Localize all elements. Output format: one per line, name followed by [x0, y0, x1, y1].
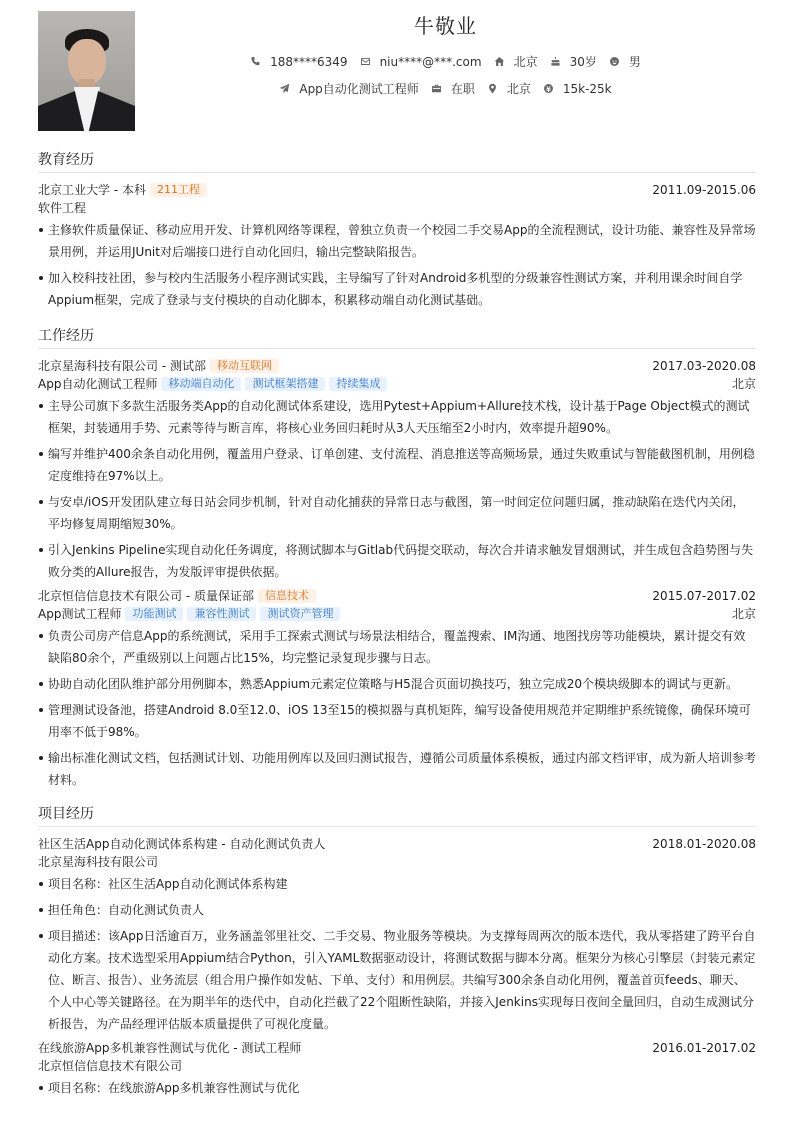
briefcase-icon [431, 83, 442, 94]
resume-page [38, 10, 757, 1095]
list-item: 输出标准化测试文档，包括测试计划、功能用例库以及回归测试报告，遵循公司质量体系模板，通过内部文档评审，成为新人培训参考材料。 [38, 747, 756, 791]
phone-info [250, 55, 347, 69]
target-city-text: 北京 [506, 82, 531, 96]
target-city-info [487, 80, 531, 97]
skill-tag: 持续集成 [329, 377, 387, 391]
project-name: 社区生活App自动化测试体系构建 - 自动化测试负责人 [38, 837, 326, 851]
job-bullets [38, 395, 756, 583]
job-intent-row [135, 80, 756, 97]
list-item: 项目名称：社区生活App自动化测试体系构建 [38, 873, 756, 895]
salary-info [543, 82, 612, 96]
age-info [550, 53, 597, 70]
skill-tag: 功能测试 [125, 607, 183, 621]
candidate-name: 牛敬业 [414, 14, 477, 38]
education-title: 教育经历 [38, 149, 756, 173]
job-role-line [38, 375, 756, 393]
send-icon [279, 83, 290, 94]
education-section [38, 149, 756, 315]
school-tag: 211工程 [150, 183, 207, 197]
resume-header [38, 10, 756, 132]
gender-info [609, 53, 641, 70]
target-role-text: App自动化测试工程师 [299, 82, 419, 96]
status-info [431, 80, 475, 97]
email-info [360, 55, 482, 69]
job-role-line [38, 605, 756, 623]
education-header [38, 181, 756, 199]
list-item: 主修软件质量保证、移动应用开发、计算机网络等课程，曾独立负责一个校园二手交易App的全流程测试，设计功能、兼容性及异常场景用例，并运用JUnit对后端接口进行自动化回归，输出完整缺陷报告。 [38, 219, 756, 263]
project-company: 北京恒信信息技术有限公司 [38, 1059, 183, 1073]
project-name: 在线旅游App多机兼容性测试与优化 - 测试工程师 [38, 1041, 302, 1055]
job-entry [38, 587, 756, 791]
skill-tag: 测试框架搭建 [245, 377, 325, 391]
list-item: 担任角色：自动化测试负责人 [38, 899, 756, 921]
target-role-info [279, 80, 418, 97]
list-item: 编写并维护400余条自动化用例，覆盖用户登录、订单创建、支付流程、消息推送等高频场景，通过失败重试与智能截图机制，用例稳定度维持在97%以上。 [38, 443, 756, 487]
person-icon [609, 56, 620, 67]
money-icon [543, 83, 554, 94]
work-title: 工作经历 [38, 325, 756, 349]
project-bullets [38, 1077, 756, 1099]
job-city: 北京 [731, 607, 756, 621]
list-item: 项目描述：该App日活逾百万，业务涵盖邻里社交、二手交易、物业服务等模块。为支撑每周两次的版本迭代，我从零搭建了跨平台自动化方案。技术选型采用Appium结合Python，引入YAML数据驱动设计，将测试数据与脚本分离。框架分为核心引擎层（封装元素定位、断言、报告）、业务流层（组合用户操作如发帖、下单、支付）和用例层。共编写300余条自动化用例，覆盖首页feeds、聊天、个人中心等关键路径。在为期半年的迭代中，自动化拦截了22个阻断性缺陷，并接入Jenkins实现每日夜间全量回归，自动生成测试分析报告，为产品经理评估版本质量提供了可视化度量。 [38, 925, 756, 1035]
phone-icon [250, 56, 261, 67]
project-dates: 2018.01-2020.08 [652, 837, 756, 851]
cake-icon [550, 56, 561, 67]
gender-text: 男 [628, 55, 641, 69]
job-entry [38, 357, 756, 583]
job-header [38, 357, 756, 375]
skill-tag: 兼容性测试 [187, 607, 256, 621]
email-text: niu****@***.com [379, 54, 482, 69]
location-info [494, 53, 538, 70]
project-dates: 2016.01-2017.02 [652, 1041, 756, 1055]
school-name: 北京工业大学 - 本科 [38, 183, 146, 197]
skill-tag: 移动端自动化 [161, 377, 241, 391]
job-role: App测试工程师 [38, 607, 122, 621]
home-icon [494, 56, 505, 67]
work-section [38, 325, 756, 795]
list-item: 协助自动化团队维护部分用例脚本，熟悉Appium元素定位策略与H5混合页面切换技巧，独立完成20个模块级脚本的调试与更新。 [38, 673, 756, 695]
list-item: 加入校科技社团，参与校内生活服务小程序测试实践，主导编写了针对Android多机型的分级兼容性测试方案，并利用课余时间自学Appium框架，完成了登录与支付模块的自动化脚本，积累移动端自动化测试基础。 [38, 267, 756, 311]
profile-photo [38, 11, 135, 131]
list-item: 主导公司旗下多款生活服务类App的自动化测试体系建设，选用Pytest+Appium+Allure技术栈，设计基于Page Object模式的测试框架，封装通用手势、元素等待与断言库，将核心业务回归耗时从3人天压缩至2小时内，效率提升超90%。 [38, 395, 756, 439]
phone-text: 188****6349 [270, 54, 348, 69]
project-header [38, 835, 756, 853]
list-item: 项目名称：在线旅游App多机兼容性测试与优化 [38, 1077, 756, 1099]
mail-icon [360, 56, 371, 67]
major: 软件工程 [38, 201, 87, 215]
project-header [38, 1039, 756, 1057]
project-company: 北京星海科技有限公司 [38, 855, 159, 869]
job-dates: 2017.03-2020.08 [652, 359, 756, 373]
list-item: 与安卓/iOS开发团队建立每日站会同步机制，针对自动化捕获的异常日志与截图，第一时间定位问题归属，推动缺陷在迭代内关闭，平均修复周期缩短30%。 [38, 491, 756, 535]
contact-row [135, 53, 756, 70]
company-name: 北京恒信信息技术有限公司 - 质量保证部 [38, 589, 254, 603]
project-entry [38, 1039, 756, 1099]
project-entry [38, 835, 756, 1035]
list-item: 管理测试设备池，搭建Android 8.0至12.0、iOS 13至15的模拟器与真机矩阵，编写设备使用规范并定期维护系统镜像，确保环境可用率不低于98%。 [38, 699, 756, 743]
projects-title: 项目经历 [38, 803, 756, 827]
age-text: 30岁 [569, 55, 597, 69]
location-pin-icon [487, 83, 498, 94]
location-text: 北京 [513, 55, 538, 69]
company-tag: 信息技术 [258, 589, 316, 603]
education-dates: 2011.09-2015.06 [652, 183, 756, 197]
status-text: 在职 [450, 82, 475, 96]
job-city: 北京 [731, 377, 756, 391]
skill-tag: 测试资产管理 [260, 607, 340, 621]
list-item: 引入Jenkins Pipeline实现自动化任务调度，将测试脚本与Gitlab代码提交联动，每次合并请求触发冒烟测试，并生成包含趋势图与失败分类的Allure报告，为发版评审提供依据。 [38, 539, 756, 583]
project-bullets [38, 873, 756, 1035]
salary-text: 15k-25k [562, 81, 612, 96]
list-item: 负责公司房产信息App的系统测试，采用手工探索式测试与场景法相结合，覆盖搜索、IM沟通、地图找房等功能模块，累计提交有效缺陷80余个，严重级别以上问题占比15%，均完整记录复现步骤与日志。 [38, 625, 756, 669]
job-dates: 2015.07-2017.02 [652, 589, 756, 603]
projects-section [38, 803, 756, 1103]
company-tag: 移动互联网 [210, 359, 279, 373]
job-bullets [38, 625, 756, 791]
job-role: App自动化测试工程师 [38, 377, 158, 391]
education-bullets [38, 219, 756, 311]
job-header [38, 587, 756, 605]
company-name: 北京星海科技有限公司 - 测试部 [38, 359, 206, 373]
